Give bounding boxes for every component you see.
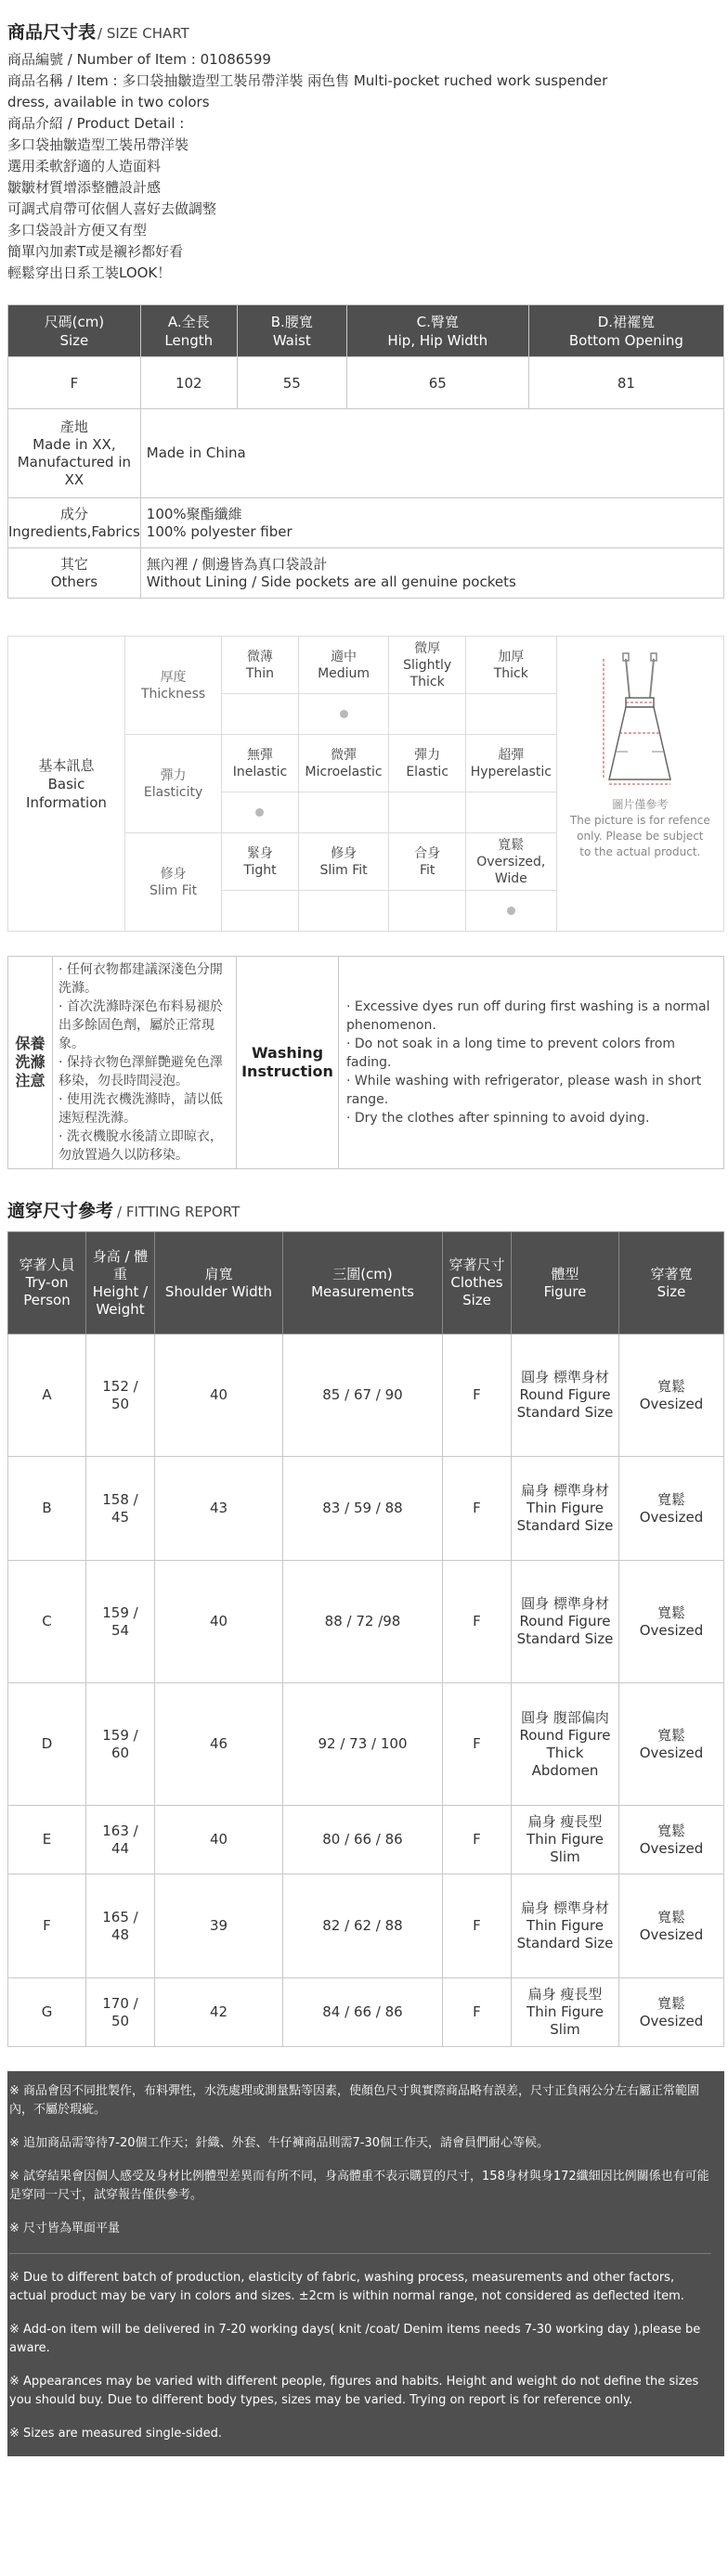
fit-size: F bbox=[443, 1457, 512, 1561]
fit-height-weight: 170 / 50 bbox=[86, 1978, 155, 2047]
thickness-option: 微厚 Slightly Thick bbox=[389, 637, 466, 694]
fit-row bbox=[8, 1806, 724, 1874]
size-table bbox=[7, 304, 724, 599]
fit-shoulder: 40 bbox=[155, 1806, 283, 1874]
info-line: 商品介紹 / Product Detail : bbox=[7, 115, 185, 132]
slim-fit-option: 寬鬆 Oversized, Wide bbox=[465, 833, 556, 891]
fit-header: 體型 Figure bbox=[512, 1232, 619, 1334]
note-zh: ※ 商品會因不同批製作，布料彈性，水洗處理或測量點等因素，使顏色尺寸與實際商品略有誤差，尺寸正負兩公分左右屬正常範圍內，不屬於瑕疵。 bbox=[9, 2084, 700, 2117]
fit-figure: 圓身 標準身材 Round Figure Standard Size bbox=[512, 1334, 619, 1457]
elasticity-option: 無彈 Inelastic bbox=[222, 735, 299, 792]
header-bottom: D.裙襬寬 Bottom Opening bbox=[528, 305, 723, 357]
fit-fit: 寬鬆 Ovesized bbox=[619, 1806, 724, 1874]
note-zh: ※ 尺寸皆為單面平量 bbox=[9, 2222, 121, 2235]
info-line: 輕鬆穿出日系工裝LOOK！ bbox=[7, 264, 172, 281]
table-row bbox=[8, 357, 724, 409]
others-value: 無內裡 / 側邊皆為真口袋設計 Without Lining / Side pockets are all genuine pockets bbox=[140, 548, 723, 599]
title-en: / SIZE CHART bbox=[98, 25, 189, 42]
slim-fit-option: 合身 Fit bbox=[389, 833, 466, 891]
fit-figure: 圓身 腹部偏肉 Round Figure Thick Abdomen bbox=[512, 1683, 619, 1806]
selected-dot-icon bbox=[340, 710, 348, 718]
washing-items-en: · Excessive dyes run off during first washing is a normal phenomenon. · Do not soak in a long time to prevent colors from fading. · While washing with refrigerator, please wash in short range. · Dry the clothes after spinning to avoid dying. bbox=[339, 957, 724, 1169]
ingredients-value: 100%聚酯纖維 100% polyester fiber bbox=[140, 498, 723, 548]
note-zh: ※ 試穿結果會因個人感受及身材比例體型差異而有所不同，身高體重不表示購買的尺寸，158身材與身172纖細因比例關係也有可能是穿同一尺寸，試穿報告僅供參考。 bbox=[9, 2170, 709, 2202]
origin-row bbox=[8, 409, 724, 498]
fit-fit: 寬鬆 Ovesized bbox=[619, 1978, 724, 2047]
fit-fit: 寬鬆 Ovesized bbox=[619, 1874, 724, 1978]
fit-row bbox=[8, 1978, 724, 2047]
fit-row bbox=[8, 1334, 724, 1457]
fit-person: E bbox=[8, 1806, 86, 1874]
thickness-dot-cell bbox=[465, 694, 556, 735]
fit-shoulder: 40 bbox=[155, 1334, 283, 1457]
fit-fit: 寬鬆 Ovesized bbox=[619, 1457, 724, 1561]
fit-header: 穿著寬 Size bbox=[619, 1232, 724, 1334]
thickness-dot-cell bbox=[222, 694, 299, 735]
info-line: dress, available in two colors bbox=[7, 94, 210, 110]
others-row bbox=[8, 548, 724, 599]
fit-size: F bbox=[443, 1874, 512, 1978]
washing-label-zh: 保養洗滌注意 bbox=[8, 957, 53, 1169]
thickness-option: 加厚 Thick bbox=[465, 637, 556, 694]
fit-fit: 寬鬆 Ovesized bbox=[619, 1561, 724, 1683]
fit-row bbox=[8, 1457, 724, 1561]
fit-measurements: 92 / 73 / 100 bbox=[283, 1683, 443, 1806]
fit-fit: 寬鬆 Ovesized bbox=[619, 1683, 724, 1806]
ingredients-row bbox=[8, 498, 724, 548]
slim-fit-option: 緊身 Tight bbox=[222, 833, 299, 891]
slim-fit-dot-cell bbox=[298, 891, 389, 932]
fit-measurements: 80 / 66 / 86 bbox=[283, 1806, 443, 1874]
info-line: 選用柔軟舒適的人造面料 bbox=[7, 158, 162, 174]
elasticity-label: 彈力 Elasticity bbox=[124, 735, 221, 833]
elasticity-dot-cell bbox=[389, 792, 466, 833]
elasticity-option: 彈力 Elastic bbox=[389, 735, 466, 792]
header-length: A.全長 Length bbox=[140, 305, 237, 357]
fit-person: G bbox=[8, 1978, 86, 2047]
fit-shoulder: 40 bbox=[155, 1561, 283, 1683]
washing-table bbox=[7, 956, 724, 1169]
fit-row bbox=[8, 1874, 724, 1978]
info-line: 商品編號 / Number of Item : 01086599 bbox=[7, 51, 271, 68]
info-line: 商品名稱 / Item : 多口袋抽皺造型工裝吊帶洋裝 兩色售 Multi-pocket ruched work suspender bbox=[7, 72, 608, 89]
fit-figure: 扁身 瘦長型 Thin Figure Slim bbox=[512, 1806, 619, 1874]
cell-size: F bbox=[8, 357, 141, 409]
product-info bbox=[7, 49, 724, 284]
selected-dot-icon bbox=[507, 907, 515, 915]
washing-label-en: Washing Instruction bbox=[237, 957, 339, 1169]
note-en: ※ Appearances may be varied with different people, figures and habits. Height and weight do not define the sizes you should buy. Due to different body types, sizes may be varied. Trying on report is for reference only. bbox=[9, 2375, 699, 2407]
fit-person: C bbox=[8, 1561, 86, 1683]
selected-dot-icon bbox=[255, 808, 264, 817]
fit-measurements: 85 / 67 / 90 bbox=[283, 1334, 443, 1457]
fit-header: 肩寬 Shoulder Width bbox=[155, 1232, 283, 1334]
fit-row bbox=[8, 1683, 724, 1806]
thickness-option: 適中 Medium bbox=[298, 637, 389, 694]
fit-figure: 扁身 瘦長型 Thin Figure Slim bbox=[512, 1978, 619, 2047]
fit-header: 穿著人員 Try-on Person bbox=[8, 1232, 86, 1334]
fit-size: F bbox=[443, 1561, 512, 1683]
dress-sketch-icon bbox=[589, 650, 691, 789]
fit-shoulder: 43 bbox=[155, 1457, 283, 1561]
info-line: 多口袋抽皺造型工裝吊帶洋裝 bbox=[7, 136, 189, 153]
cell-bottom: 81 bbox=[528, 357, 723, 409]
cell-hip: 65 bbox=[346, 357, 528, 409]
fit-header: 穿著尺寸 Clothes Size bbox=[443, 1232, 512, 1334]
fit-measurements: 88 / 72 /98 bbox=[283, 1561, 443, 1683]
fit-header: 三圍(cm) Measurements bbox=[283, 1232, 443, 1334]
thickness-dot-cell bbox=[298, 694, 389, 735]
fit-person: B bbox=[8, 1457, 86, 1561]
fit-shoulder: 42 bbox=[155, 1978, 283, 2047]
fit-person: F bbox=[8, 1874, 86, 1978]
slim-fit-dot-cell bbox=[222, 891, 299, 932]
header-size: 尺碼(cm) Size bbox=[8, 305, 141, 357]
notes-panel bbox=[7, 2071, 724, 2456]
fit-person: A bbox=[8, 1334, 86, 1457]
thickness-option: 微薄 Thin bbox=[222, 637, 299, 694]
fitting-table bbox=[7, 1231, 724, 2047]
fit-shoulder: 46 bbox=[155, 1683, 283, 1806]
others-label: 其它 Others bbox=[8, 548, 141, 599]
fit-row bbox=[8, 1561, 724, 1683]
fit-header: 身高 / 體重 Height / Weight bbox=[86, 1232, 155, 1334]
fit-height-weight: 152 / 50 bbox=[86, 1334, 155, 1457]
cell-length: 102 bbox=[140, 357, 237, 409]
info-line: 皺皺材質增添整體設計感 bbox=[7, 179, 162, 196]
fit-shoulder: 39 bbox=[155, 1874, 283, 1978]
slim-fit-option: 修身 Slim Fit bbox=[298, 833, 389, 891]
ingredients-label: 成分 Ingredients,Fabrics bbox=[8, 498, 141, 548]
fit-size: F bbox=[443, 1978, 512, 2047]
elasticity-dot-cell bbox=[298, 792, 389, 833]
fit-figure: 圓身 標準身材 Round Figure Standard Size bbox=[512, 1561, 619, 1683]
elasticity-option: 微彈 Microelastic bbox=[298, 735, 389, 792]
fit-measurements: 83 / 59 / 88 bbox=[283, 1457, 443, 1561]
origin-label: 產地 Made in XX, Manufactured in XX bbox=[8, 409, 141, 498]
fit-person: D bbox=[8, 1683, 86, 1806]
fit-measurements: 82 / 62 / 88 bbox=[283, 1874, 443, 1978]
washing-items-zh: · 任何衣物都建議深淺色分開洗滌。 · 首次洗滌時深色布料易褪於出多餘固色劑，屬於正常現象。 · 保持衣物色澤鮮艷避免色澤移染，勿長時間浸泡。 · 使用洗衣機洗滌時，請以低速短程洗滌。 · 洗衣機脫水後請立即晾衣，勿放置過久以防移染。 bbox=[53, 957, 237, 1169]
info-line: 簡單內加素T或是襯衫都好看 bbox=[7, 243, 184, 260]
size-chart-title bbox=[7, 19, 724, 44]
title-zh: 商品尺寸表 bbox=[7, 22, 97, 43]
slim-fit-label: 修身 Slim Fit bbox=[124, 833, 221, 932]
fit-figure: 扁身 標準身材 Thin Figure Standard Size bbox=[512, 1457, 619, 1561]
note-en: ※ Add-on item will be delivered in 7-20 working days( knit /coat/ Denim items needs 7-30 working day ),please be aware. bbox=[9, 2323, 701, 2355]
info-line: 可調式肩帶可依個人喜好去做調整 bbox=[7, 200, 217, 217]
thickness-label: 厚度 Thickness bbox=[124, 637, 221, 735]
fitting-report-title: 適穿尺寸參考 / FITTING REPORT bbox=[7, 1201, 240, 1221]
info-line: 多口袋設計方便又有型 bbox=[7, 222, 148, 238]
thickness-dot-cell bbox=[389, 694, 466, 735]
fit-height-weight: 158 / 45 bbox=[86, 1457, 155, 1561]
cell-waist: 55 bbox=[237, 357, 346, 409]
fit-figure: 扁身 標準身材 Thin Figure Standard Size bbox=[512, 1874, 619, 1978]
fit-height-weight: 159 / 60 bbox=[86, 1683, 155, 1806]
product-picture bbox=[556, 637, 723, 932]
elasticity-dot-cell bbox=[465, 792, 556, 833]
header-waist: B.腰寬 Waist bbox=[237, 305, 346, 357]
fit-height-weight: 159 / 54 bbox=[86, 1561, 155, 1683]
fit-size: F bbox=[443, 1806, 512, 1874]
note-en: ※ Sizes are measured single-sided. bbox=[9, 2427, 223, 2441]
header-hip: C.臀寬 Hip, Hip Width bbox=[346, 305, 528, 357]
fit-fit: 寬鬆 Ovesized bbox=[619, 1334, 724, 1457]
note-zh: ※ 追加商品需等待7-20個工作天；針織、外套、牛仔褲商品則需7-30個工作天，請會員們耐心等候。 bbox=[9, 2136, 550, 2150]
elasticity-option: 超彈 Hyperelastic bbox=[465, 735, 556, 792]
fit-size: F bbox=[443, 1683, 512, 1806]
fit-height-weight: 163 / 44 bbox=[86, 1806, 155, 1874]
elasticity-dot-cell bbox=[222, 792, 299, 833]
notes-divider bbox=[9, 2253, 711, 2254]
fit-size: F bbox=[443, 1334, 512, 1457]
fit-height-weight: 165 / 48 bbox=[86, 1874, 155, 1978]
basic-info-table bbox=[7, 636, 724, 932]
origin-value: Made in China bbox=[140, 409, 723, 498]
slim-fit-dot-cell bbox=[465, 891, 556, 932]
picture-note: 圖片僅參考 The picture is for refence only. Please be subject to the actual product. bbox=[569, 798, 710, 858]
slim-fit-dot-cell bbox=[389, 891, 466, 932]
fit-measurements: 84 / 66 / 86 bbox=[283, 1978, 443, 2047]
basic-info-label: 基本訊息 Basic Information bbox=[8, 637, 125, 932]
note-en: ※ Due to different batch of production, elasticity of fabric, washing process, measurements and other factors, actual product may be vary in colors and sizes. ±2cm is within normal range, not considered as deflected item. bbox=[9, 2271, 684, 2303]
